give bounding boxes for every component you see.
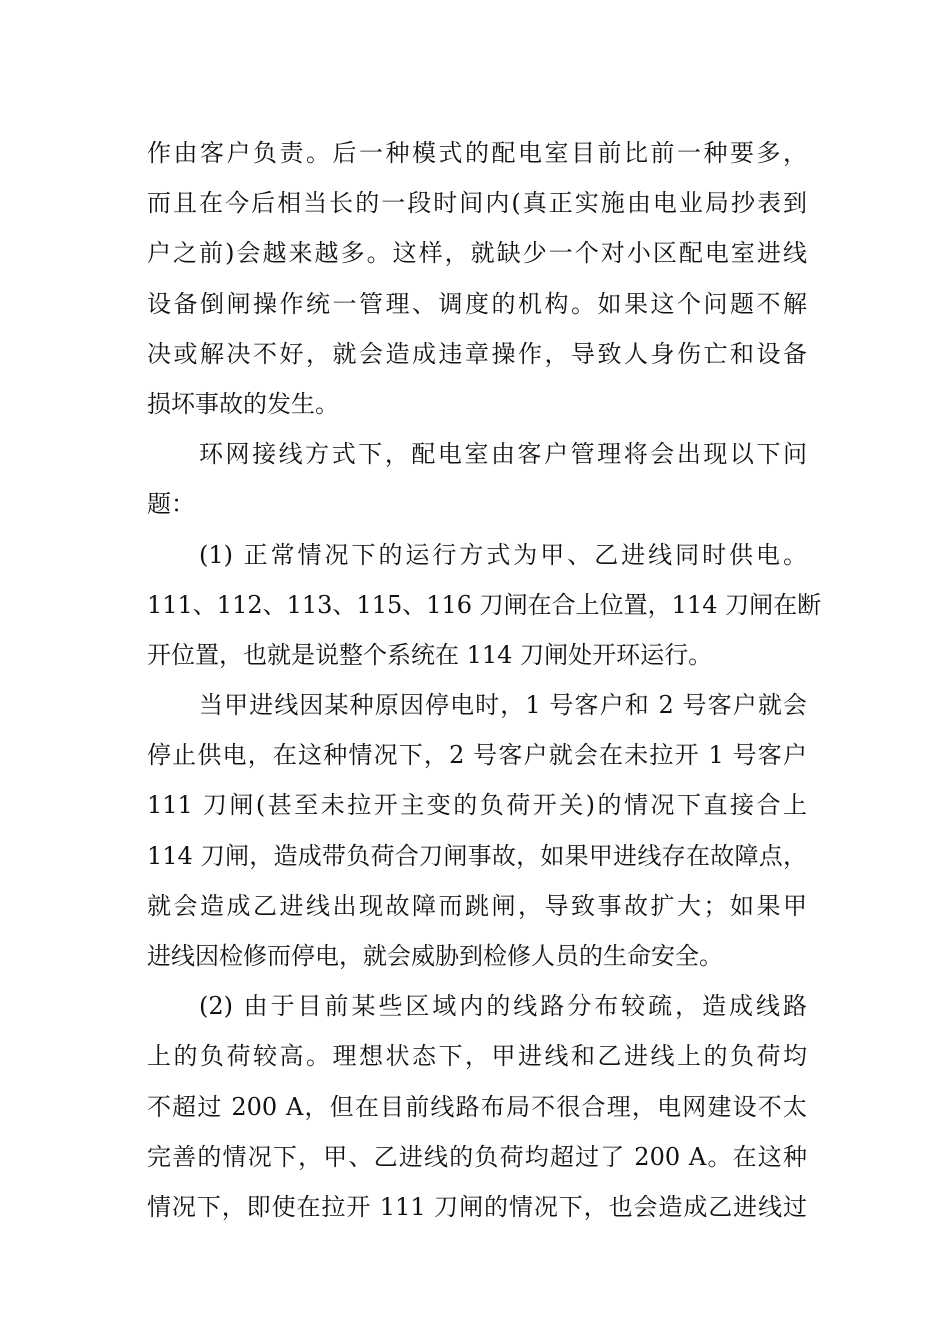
text-line-22: 情况下，即使在拉开 111 刀闸的情况下，也会造成乙进线过 <box>147 1192 807 1221</box>
text-line-11: 开位置，也就是说整个系统在 114 刀闸处开环运行。 <box>147 640 713 669</box>
text-line-20: 不超过 200 A，但在目前线路布局不很合理，电网建设不太 <box>147 1092 807 1121</box>
text-line-19: 上的负荷较高。理想状态下，甲进线和乙进线上的负荷均 <box>147 1042 807 1071</box>
text-line-13: 停止供电，在这种情况下，2 号客户就会在未拉开 1 号客户 <box>147 741 807 770</box>
document-body <box>147 128 822 1232</box>
text-line-10: 111、112、113、115、116 刀闸在合上位置，114 刀闸在断 <box>147 590 822 619</box>
text-line-17: 进线因检修而停电，就会威胁到检修人员的生命安全。 <box>147 942 723 970</box>
text-line-5: 决或解决不好，就会造成违章操作，导致人身伤亡和设备 <box>147 339 807 368</box>
text-line-18: (2) 由于目前某些区域内的线路分布较疏，造成线路 <box>199 992 807 1021</box>
text-line-9: (1) 正常情况下的运行方式为甲、乙进线同时供电。 <box>199 540 807 569</box>
text-line-14: 111 刀闸(甚至未拉开主变的负荷开关)的情况下直接合上 <box>147 791 807 820</box>
text-line-6: 损坏事故的发生。 <box>147 389 339 418</box>
text-line-21: 完善的情况下，甲、乙进线的负荷均超过了 200 A。在这种 <box>147 1142 807 1171</box>
text-line-1: 作由客户负责。后一种模式的配电室目前比前一种要多， <box>147 139 807 167</box>
text-line-12: 当甲进线因某种原因停电时，1 号客户和 2 号客户就会 <box>199 691 807 720</box>
text-line-7: 环网接线方式下，配电室由客户管理将会出现以下问 <box>199 440 807 469</box>
text-line-3: 户之前)会越来越多。这样，就缺少一个对小区配电室进线 <box>147 239 807 268</box>
text-line-15: 114 刀闸，造成带负荷合刀闸事故，如果甲进线存在故障点， <box>147 841 807 870</box>
text-line-8: 题： <box>147 490 195 519</box>
text-line-4: 设备倒闸操作统一管理、调度的机构。如果这个问题不解 <box>147 289 807 318</box>
text-line-16: 就会造成乙进线出现故障而跳闸，导致事故扩大；如果甲 <box>147 891 807 920</box>
text-line-2: 而且在今后相当长的一段时间内(真正实施由电业局抄表到 <box>147 189 807 218</box>
